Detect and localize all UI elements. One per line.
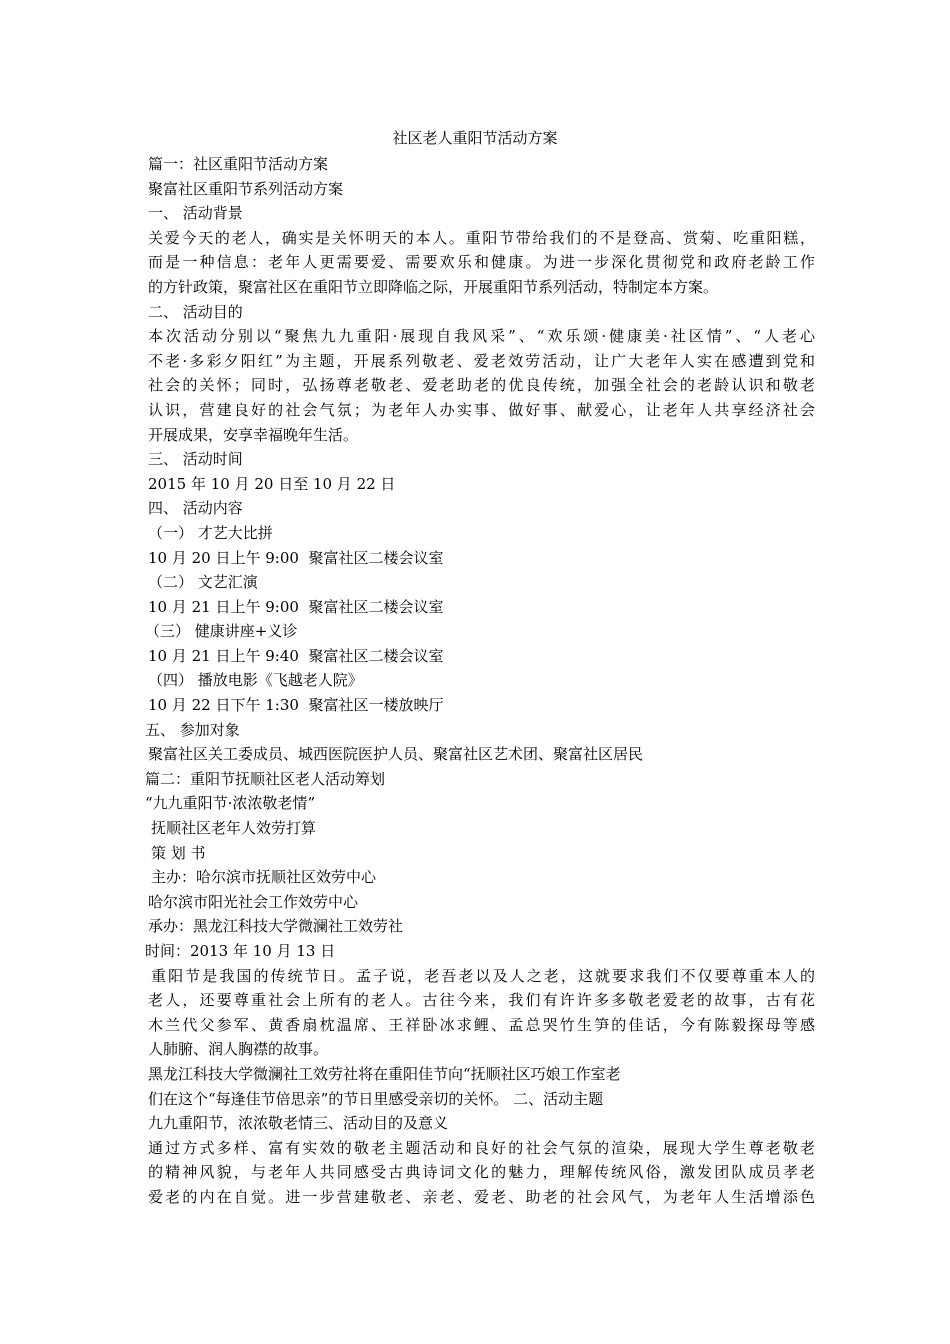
- body-line: 三、 活动时间: [148, 450, 243, 469]
- body-line: 关爱今天的老人，确实是关怀明天的本人。重阳节带给我们的不是登高、赏菊、吃重阳糕，: [148, 228, 815, 247]
- body-line: 聚富社区重阳节系列活动方案: [148, 179, 344, 198]
- body-line: 时间：2013 年 10 月 13 日: [145, 942, 336, 960]
- body-line: 爱老的内在自觉。进一步营建敬老、亲老、爱老、助老的社会风气，为老年人生活增添色: [148, 1187, 815, 1206]
- body-line: （二） 文艺汇演: [148, 573, 258, 592]
- body-line: 10 月 20 日上午 9:00 聚富社区二楼会议室: [148, 548, 444, 567]
- body-line: 开展成果，安享幸福晚年生活。: [148, 425, 359, 444]
- body-line: 的方针政策，聚富社区在重阳节立即降临之际，开展重阳节系列活动，特制定本方案。: [148, 277, 719, 296]
- body-line: 10 月 22 日下午 1:30 聚富社区一楼放映厅: [148, 696, 444, 715]
- document-title: 社区老人重阳节活动方案: [392, 129, 558, 147]
- document-body: [145, 152, 815, 1210]
- body-line: 抚顺社区老年人效劳打算: [151, 819, 317, 838]
- body-line: 老人，还要尊重社会上所有的老人。古往今来，我们有许许多多敬老爱老的故事，古有花: [148, 991, 815, 1010]
- body-line: 篇二：重阳节抚顺社区老人活动筹划: [145, 769, 386, 788]
- body-line: 2015 年 10 月 20 日至 10 月 22 日: [148, 474, 396, 493]
- body-line: 10 月 21 日上午 9:00 聚富社区二楼会议室: [148, 597, 444, 616]
- body-line: 五、 参加对象: [145, 720, 240, 739]
- body-line: 重阳节是我国的传统节日。孟子说，老吾老以及人之老，这就要求我们不仅要尊重本人的: [151, 966, 815, 985]
- body-line: 本次活动分别以“聚焦九九重阳·展现自我风采”、“欢乐颂·健康美·社区情”、“人老心: [148, 327, 815, 346]
- body-line: 聚富社区关工委成员、城西医院医护人员、聚富社区艺术团、聚富社区居民: [148, 745, 644, 764]
- body-line: 认识，营建良好的社会气氛；为老年人办实事、做好事、献爱心，让老年人共享经济社会: [148, 400, 815, 419]
- body-line: 而是一种信息：老年人更需要爱、需要欢乐和健康。为进一步深化贯彻党和政府老龄工作: [148, 253, 815, 272]
- body-line: 10 月 21 日上午 9:40 聚富社区二楼会议室: [148, 646, 444, 665]
- body-line: （三） 健康讲座+义诊: [145, 622, 298, 641]
- body-line: “九九重阳节·浓浓敬老情”: [145, 794, 316, 813]
- body-line: 篇一：社区重阳节活动方案: [148, 155, 329, 173]
- body-line: 九九重阳节，浓浓敬老情三、活动目的及意义: [148, 1114, 449, 1133]
- body-line: 二、 活动目的: [148, 302, 243, 321]
- body-line: 人肺腑、润人胸襟的故事。: [148, 1040, 329, 1059]
- body-line: 哈尔滨市阳光社会工作效劳中心: [148, 892, 359, 911]
- body-line: 策 划 书: [151, 843, 206, 862]
- body-line: 通过方式多样、富有实效的敬老主题活动和良好的社会气氛的渲染，展现大学生尊老敬老: [148, 1138, 815, 1157]
- body-line: 主办：哈尔滨市抚顺社区效劳中心: [151, 868, 377, 887]
- body-line: 社会的关怀；同时，弘扬尊老敬老、爱老助老的优良传统，加强全社会的老龄认识和敬老: [148, 376, 815, 395]
- body-line: 四、 活动内容: [148, 499, 243, 518]
- body-line: 一、 活动背景: [148, 204, 243, 223]
- body-line: 的精神风貌，与老年人共同感受古典诗词文化的魅力，理解传统风俗，激发团队成员孝老: [148, 1163, 815, 1182]
- body-line: 黑龙江科技大学微澜社工效劳社将在重阳佳节向“抚顺社区巧娘工作室老: [148, 1064, 621, 1083]
- body-line: 木兰代父参军、黄香扇枕温席、王祥卧冰求鲤、孟总哭竹生笋的佳话，今有陈毅探母等感: [148, 1015, 815, 1034]
- body-line: （一） 才艺大比拼: [148, 523, 273, 542]
- body-line: 们在这个“每逢佳节倍思亲”的节日里感受亲切的关怀。 二、活动主题: [148, 1089, 604, 1108]
- body-line: 承办：黑龙江科技大学微澜社工效劳社: [148, 917, 404, 936]
- body-line: （四） 播放电影《飞越老人院》: [148, 671, 363, 690]
- body-line: 不老·多彩夕阳红”为主题，开展系列敬老、爱老效劳活动，让广大老年人实在感遭到党和: [148, 351, 815, 370]
